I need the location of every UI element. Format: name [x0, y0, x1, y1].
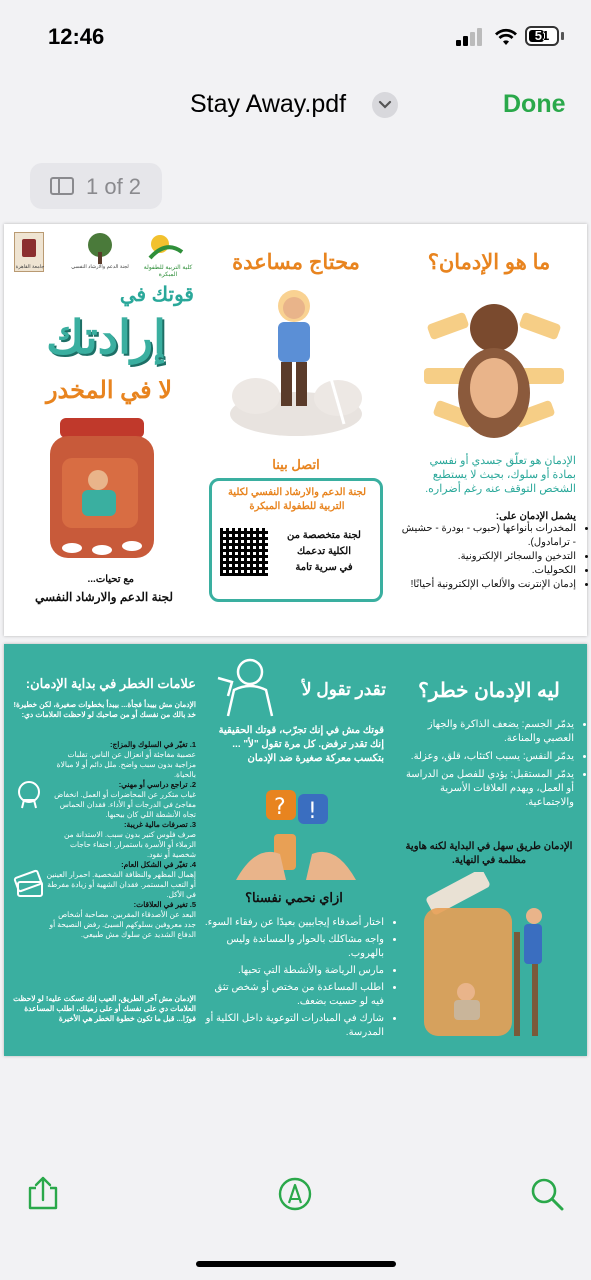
protection-tips-list: [200, 916, 398, 1040]
faculty-logo: [148, 232, 184, 262]
list-item: • يدمّر الجسم: يضعف الذاكرة والجهاز العصبي والمناعة.: [396, 718, 574, 746]
battery-icon: [525, 26, 559, 46]
refuse-pills-illustration: [236, 784, 356, 884]
page-indicator-label: 1 of 2: [86, 174, 142, 199]
addiction-quote: الإدمان طريق سهل في البداية لكنه هاوية مظلمة في النهاية.: [405, 841, 573, 866]
dangers-list: [396, 718, 588, 810]
warning-signs-sections: [46, 740, 196, 940]
list-item: • واجه مشاكلك بالحوار والمساندة وليس بالهروب.: [200, 933, 384, 961]
includes-label: يشمل الإدمان على:: [495, 511, 576, 522]
warning-signs-intro: الإدمان مش بيبدأ فجأة... بيبدأ بخطوات صغيرة، لكن خطيرة! خد بالك من نفسك أو من صاحبك لو لاحظت العلامات دي:: [13, 700, 196, 719]
share-icon[interactable]: [26, 1176, 60, 1210]
cellular-signal-icon: [456, 28, 484, 46]
section-text: غياب متكرر عن المحاضرات أو العمل. انخفاض مفاجئ في الدرجات أو الأداء. فقدان الحماس تجاه الأنشطة اللي كان بيحبها.: [54, 790, 196, 819]
section-text: عصبية مفاجئة أو انعزال عن الناس. تقلبات مزاجية بدون سبب واضح. ملل دائم أو لا مبالاة بالحياة.: [56, 750, 196, 779]
list-item: • إدمان الإنترنت والألعاب الإلكترونية أحيانًا!: [398, 578, 576, 592]
svg-text:?: ?: [274, 795, 286, 820]
money-icon: [12, 866, 46, 900]
addiction-illustration: [424, 288, 564, 448]
committee-description: [272, 528, 376, 576]
search-icon[interactable]: [530, 1177, 564, 1211]
markup-icon[interactable]: [278, 1177, 312, 1211]
faculty-logo-caption: كلية التربية للطفولة المبكرة: [143, 265, 193, 278]
brain-icon: [12, 778, 46, 812]
description-line: في سرية تامة: [295, 562, 353, 573]
svg-text:!: !: [308, 799, 317, 824]
home-indicator[interactable]: [196, 1261, 396, 1267]
say-no-title: تقدر تقول لأ: [301, 680, 386, 699]
section-text: البعد عن الأصدقاء المقربين. مصاحبة أشخاص جدد معروفين بسلوكهم السيئ. رفض النصيحة أو الدفاع الشديد عن سلوك مش طبيعي.: [49, 910, 196, 939]
status-time: 12:46: [48, 24, 105, 49]
list-item: • اختار أصدقاء إيجابيين بعيدًا عن رفقاء السوء.: [200, 916, 384, 930]
description-line: لجنة متخصصة من: [287, 530, 361, 541]
list-item: • المخدرات بأنواعها (حبوب - بودرة - حشيش - ترامادول).: [398, 522, 576, 550]
qr-code[interactable]: [220, 528, 268, 576]
chevron-down-icon: [372, 92, 398, 118]
section-text: صرف فلوس كتير بدون سبب. الاستدانة من الزملاء أو الأسرة باستمرار. اختفاء حاجات شخصية أو نقود.: [63, 830, 196, 859]
slogan-line-1: قوتك في: [119, 284, 194, 306]
slogan-line-2: إرادتك: [46, 311, 166, 363]
addiction-types-list: [398, 522, 590, 592]
pdf-page-1[interactable]: [4, 224, 587, 636]
what-is-addiction-title: ما هو الإدمان؟: [427, 251, 551, 274]
trapped-jar-illustration: [416, 872, 556, 1042]
contact-us-label: اتصل بينا: [272, 457, 320, 472]
committee-name: لجنة الدعم والارشاد النفسي لكلية التربية للطفولة المبكرة: [227, 487, 367, 512]
committee-tree-logo: [78, 232, 122, 266]
battery-level: 51: [534, 28, 550, 43]
section-text: إهمال المظهر والنظافة الشخصية. احمرار العينين أو التعب المستمر. فقدان الشهية أو زيادة مفرطة في الأكل.: [46, 870, 196, 899]
cairo-university-caption: جامعة القاهرة: [15, 264, 45, 270]
say-no-intro: قوتك مش في إنك تجرّب، قوتك الحقيقية إنك تقدر ترفض. كل مرة تقول "لأ" ... بتكسب معركة صغيرة ضد الإدمان: [218, 725, 384, 764]
list-item: • يدمّر النفس: يسبب اكتئاب، قلق، وعزلة.: [396, 750, 574, 764]
sidebar-icon: [50, 177, 74, 195]
list-item: • يدمّر المستقبل: يؤدي للفصل من الدراسة أو العمل، ويهدم العلاقات الأسرية والاجتماعية.: [396, 768, 574, 810]
section-heading: 5. تغير في العلاقات:: [133, 900, 196, 909]
pdf-page-2[interactable]: [4, 644, 587, 1056]
section-heading: 1. تغيّر في السلوك والمزاج:: [109, 740, 196, 749]
pill-jar-illustration: [42, 418, 162, 564]
list-item: • التدخين والسجائر الإلكترونية.: [398, 550, 576, 564]
signature: لجنة الدعم والارشاد النفسي: [34, 590, 174, 604]
list-item: • مارس الرياضة والأنشطة التي تحبها.: [200, 964, 384, 978]
protect-title: ازاي نحمي نفسنا؟: [245, 890, 343, 905]
list-item: • شارك في المبادرات التوعوية داخل الكلية أو المدرسة.: [200, 1012, 384, 1040]
section-heading: 4. تغيّر في الشكل العام:: [121, 860, 196, 869]
why-dangerous-title: ليه الإدمان خطر؟: [418, 680, 560, 702]
section-heading: 2. تراجع دراسي أو مهني:: [118, 780, 196, 789]
committee-logo-caption: لجنة الدعم والارشاد النفسي: [71, 264, 129, 270]
title-menu-button[interactable]: [372, 92, 398, 118]
document-title[interactable]: Stay Away.pdf: [190, 90, 347, 118]
battery-cap: [561, 32, 564, 40]
refusal-icon: [210, 652, 280, 718]
section-heading: 3. تصرفات مالية غريبة:: [124, 820, 196, 829]
list-item: • اطلب المساعدة من مختص أو شخص تثق فيه لو حسيت بضعف.: [200, 981, 384, 1009]
warning-closing: الإدمان مش آخر الطريق، العيب إنك تسكت عليه! لو لاحظت العلامات دي على نفسك أو على زميلك، اطلب المساعدة فورًا... قبل ما تكون خطوة الخطر هي الأخيرة: [13, 994, 196, 1023]
status-bar: [0, 0, 591, 80]
warning-signs-title: علامات الخطر في بداية الإدمان:: [25, 676, 196, 691]
wifi-icon: [494, 27, 518, 47]
addiction-definition: الإدمان هو تعلّق جسدي أو نفسي بمادة أو سلوك، بحيث لا يستطيع الشخص التوقف عنه رغم أضراره.: [425, 455, 576, 495]
list-item: • الكحوليات.: [398, 564, 576, 578]
help-illustration: [226, 286, 366, 438]
done-button[interactable]: Done: [503, 90, 566, 118]
slogan-line-3: لا في المخدر: [45, 377, 173, 404]
with-wishes: مع تحيات...: [87, 574, 134, 585]
need-help-title: محتاج مساعدة: [232, 251, 360, 274]
description-line: الكلية تدعمك: [296, 546, 352, 557]
